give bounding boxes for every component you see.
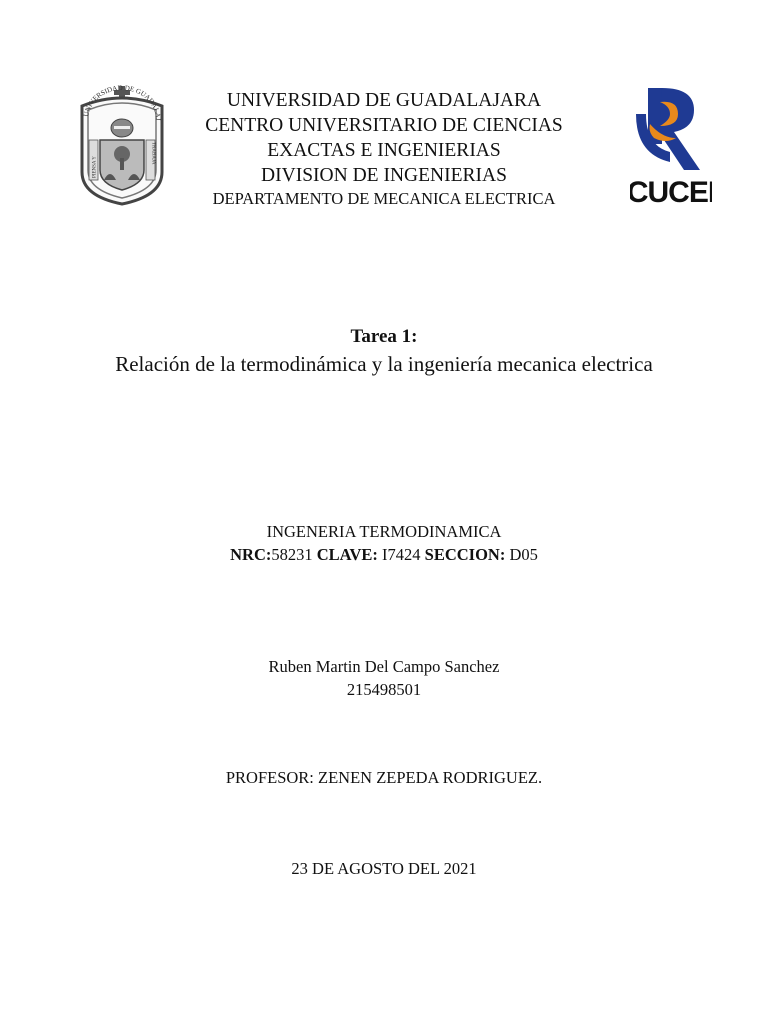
submission-date: 23 DE AGOSTO DEL 2021 xyxy=(291,859,477,878)
seccion-label: SECCION: xyxy=(424,545,506,564)
clave-label: CLAVE: xyxy=(316,545,378,564)
university-name: UNIVERSIDAD DE GUADALAJARA xyxy=(226,90,542,111)
center-name-line2: EXACTAS E INGENIERIAS xyxy=(267,140,501,161)
seal-text: UNIVERSIDAD DE GUADALAJ xyxy=(82,84,163,121)
course-codes xyxy=(0,543,768,566)
clave-value: I7424 xyxy=(382,545,421,564)
seal-right-band-text: TRABAJA xyxy=(150,142,156,165)
student-name: Ruben Martin Del Campo Sanchez xyxy=(268,657,500,676)
seal-left-band-text: PIENSA Y xyxy=(92,156,98,178)
division-name: DIVISION DE INGENIERIAS xyxy=(261,165,507,186)
udg-seal-logo xyxy=(74,84,170,208)
cucei-logo-text: CUCEI xyxy=(630,176,712,208)
course-name: INGENERIA TERMODINAMICA xyxy=(266,522,502,541)
center-name-line1: CENTRO UNIVERSITARIO DE CIENCIAS xyxy=(205,115,563,136)
cucei-logo xyxy=(630,84,712,208)
institution-header xyxy=(170,88,598,210)
seccion-value: D05 xyxy=(509,545,538,564)
department-name: DEPARTAMENTO DE MECANICA ELECTRICA xyxy=(212,189,556,208)
task-title xyxy=(0,350,768,379)
student-id: 215498501 xyxy=(346,680,422,699)
nrc-value: 58231 xyxy=(271,545,313,564)
nrc-label: NRC: xyxy=(230,545,272,564)
task-label: Tarea 1: xyxy=(350,326,418,347)
task-title-text: Relación de la termodinámica y la ingeniería mecanica electrica xyxy=(115,352,653,376)
professor-line: PROFESOR: ZENEN ZEPEDA RODRIGUEZ. xyxy=(225,768,543,787)
